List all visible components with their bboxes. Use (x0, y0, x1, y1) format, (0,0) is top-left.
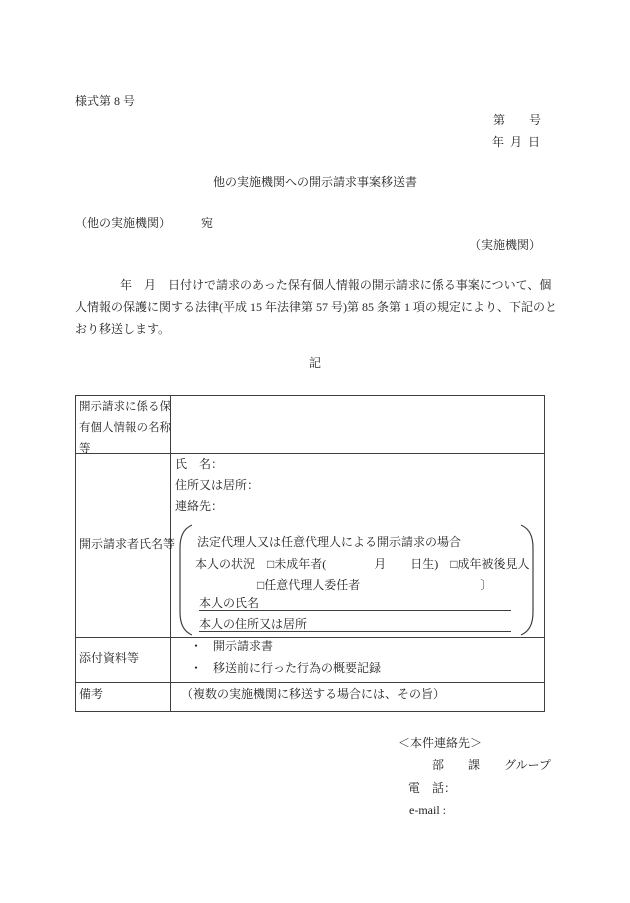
principal-address-field: 本人の住所又は居所 (199, 617, 511, 632)
form-style-number: 様式第 8 号 (75, 94, 136, 108)
row4-label-remarks: 備考 (79, 687, 104, 701)
agent-case-title: 法定代理人又は任意代理人による開示請求の場合 (197, 535, 462, 549)
contact-header: ＜本件連絡先＞ (398, 736, 483, 750)
issuer-line: （実施機関） (468, 238, 541, 252)
contact-phone-label: 電 話： (408, 781, 457, 795)
table-row-divider-3 (76, 682, 544, 683)
document-title: 他の実施機関への開示請求事案移送書 (212, 175, 417, 189)
principal-status-line: 本人の状況 □未成年者( 月 日生) □成年被後見人 (195, 557, 530, 571)
principal-name-field: 本人の氏名 (199, 596, 511, 611)
body-paragraph-line-1: 年 月 日付けで請求のあった保有個人情報の開示請求に係る事案について、個 (120, 278, 552, 292)
row1-label-personal-info-name: 開示請求に係る保有個人情報の名称等 (79, 401, 171, 455)
requester-name-label: 氏 名： (175, 457, 224, 471)
addressee-line: （他の実施機関） 宛 (75, 216, 214, 230)
body-paragraph-line-2: 人情報の保護に関する法律(平成 15 年法律第 57 号)第 85 条第 1 項の規定により、下記のと (75, 300, 557, 314)
details-table (75, 395, 545, 712)
remarks-value: （複数の実施機関に移送する場合には、その旨） (181, 687, 446, 701)
attachment-bullet-2: ・ (190, 661, 203, 675)
table-row-divider-2 (76, 637, 544, 638)
attachment-item-2: 移送前に行った行為の概要記録 (213, 661, 382, 675)
attachment-bullet-1: ・ (190, 639, 203, 653)
left-parenthesis-shape (178, 524, 194, 636)
row3-label-attachments: 添付資料等 (79, 651, 140, 665)
document-date: 年 月 日 (492, 135, 541, 149)
requester-address-label: 住所又は居所： (175, 478, 260, 492)
list-marker: 記 (308, 356, 321, 370)
body-paragraph-line-3: おり移送します。 (75, 322, 171, 336)
document-number: 第 号 (493, 113, 542, 127)
attachment-item-1: 開示請求書 (213, 639, 274, 653)
row2-label-requester-name: 開示請求者氏名等 (79, 537, 176, 551)
requester-contact-label: 連絡先： (175, 499, 224, 513)
right-parenthesis-shape (519, 524, 535, 636)
row1-value-cell (171, 396, 544, 453)
contact-org-line: 部 課 グループ (432, 758, 552, 772)
voluntary-agent-line: □任意代理人委任者 〕 (257, 578, 493, 592)
contact-email-label: e-mail : (409, 803, 446, 817)
